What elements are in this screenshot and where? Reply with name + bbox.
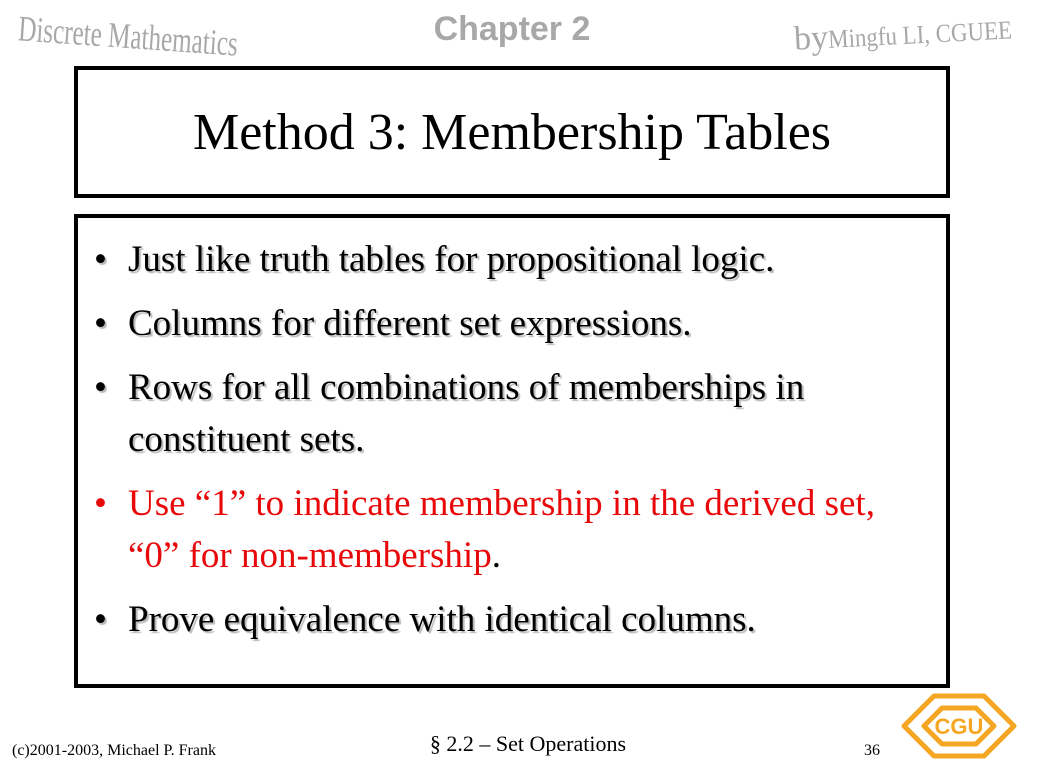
bullet-dot-icon: • [94, 367, 107, 408]
logo-text: CGU [934, 714, 984, 739]
bullet-dot-icon: • [94, 303, 107, 344]
content-box [74, 214, 950, 688]
bullet-list [78, 218, 946, 646]
bullet-item [94, 298, 930, 350]
bullet-dot-icon: • [94, 599, 107, 640]
bullet-trailing-period: . [491, 535, 501, 576]
bullet-text: Just like truth tables for propositional logic. [128, 239, 775, 280]
bullet-item [94, 234, 930, 286]
header-author-by: by [793, 18, 830, 58]
bullet-dot-icon: • [94, 483, 107, 524]
slide-title: Method 3: Membership Tables [192, 103, 832, 161]
header-chapter: Chapter 2 [433, 10, 591, 48]
footer-copyright: (c)2001-2003, Michael P. Frank [12, 742, 216, 759]
bullet-text: Columns for different set expressions. [128, 303, 692, 344]
bullet-text: Use “1” to indicate membership in the derived set, “0” for non-membership [128, 483, 875, 576]
header-course-name-text: Discrete Mathematics [17, 8, 334, 71]
bullet-item-highlighted [94, 478, 930, 582]
footer-section: § 2.2 – Set Operations [429, 731, 627, 756]
bullet-text: Rows for all combinations of memberships in constituent sets. [128, 367, 805, 460]
title-box [74, 66, 950, 198]
bullet-item [94, 362, 930, 466]
header-author-name: Mingfu LI, CGUEE [827, 14, 1038, 54]
bullet-text: Prove equivalence with identical columns. [128, 599, 756, 640]
cgu-logo-icon [900, 688, 1018, 762]
page-number: 36 [864, 742, 880, 759]
header-author [790, 4, 1038, 62]
bullet-dot-icon: • [94, 239, 107, 280]
bullet-item [94, 594, 930, 646]
